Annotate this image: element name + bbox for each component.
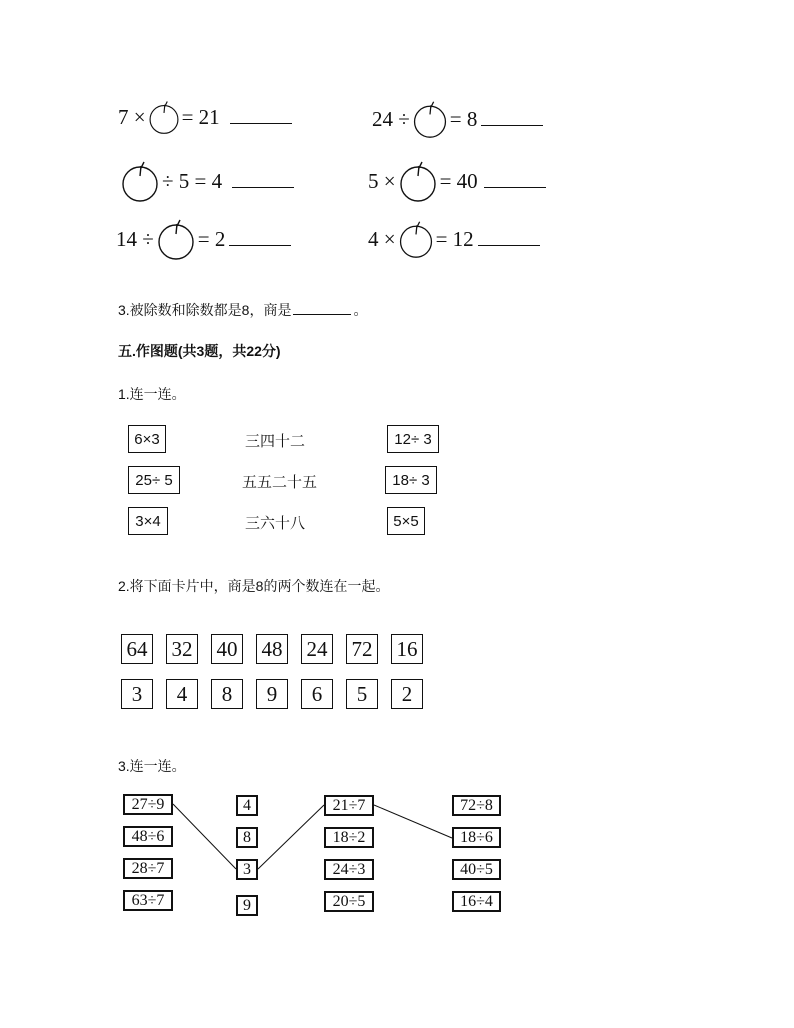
p1-left-card-1[interactable]: 6×3 — [128, 425, 166, 453]
problem-2-title: 2.将下面卡片中，商是8的两个数连在一起。 — [118, 578, 390, 594]
p3-col4-card-3[interactable]: 40÷5 — [452, 859, 501, 880]
p1-middle-word-3[interactable]: 三六十八 — [245, 515, 306, 532]
p3-col3-card-1[interactable]: 21÷7 — [324, 795, 374, 816]
p3-col1-card-2[interactable]: 48÷6 — [123, 826, 173, 847]
p1-left-card-3[interactable]: 3×4 — [128, 507, 168, 535]
p2-top-card-4[interactable]: 48 — [256, 634, 288, 664]
equation-5-left: 14 ÷ — [116, 226, 154, 251]
connector-line-3-to-21div7 — [258, 805, 324, 869]
p2-top-card-7[interactable]: 16 — [391, 634, 423, 664]
p1-middle-word-1[interactable]: 三四十二 — [245, 433, 306, 450]
p3-col2-card-3[interactable]: 3 — [236, 859, 258, 880]
p3-col3-card-4[interactable]: 20÷5 — [324, 891, 374, 912]
problem-1-title: 1.连一连。 — [118, 386, 186, 402]
p3-col2-card-1[interactable]: 4 — [236, 795, 258, 816]
p2-bottom-card-4[interactable]: 9 — [256, 679, 288, 709]
p3-col2-card-4[interactable]: 9 — [236, 895, 258, 916]
equation-4-right: = 40 — [439, 168, 478, 193]
p1-right-card-3[interactable]: 5×5 — [387, 507, 425, 535]
p2-top-card-2[interactable]: 32 — [166, 634, 198, 664]
p3-col1-card-3[interactable]: 28÷7 — [123, 858, 173, 879]
p2-top-card-1[interactable]: 64 — [121, 634, 153, 664]
question-3-text: 3.被除数和除数都是8，商是 — [118, 302, 292, 318]
section-title: 五.作图题(共3题，共22分) — [118, 343, 281, 359]
p3-col3-card-3[interactable]: 24÷3 — [324, 859, 374, 880]
p2-top-card-3[interactable]: 40 — [211, 634, 243, 664]
p3-col1-card-4[interactable]: 63÷7 — [123, 890, 173, 911]
p3-col4-card-1[interactable]: 72÷8 — [452, 795, 501, 816]
p2-bottom-card-6[interactable]: 5 — [346, 679, 378, 709]
p3-col2-card-2[interactable]: 8 — [236, 827, 258, 848]
p1-left-card-2[interactable]: 25÷ 5 — [128, 466, 180, 494]
p1-right-card-2[interactable]: 18÷ 3 — [385, 466, 437, 494]
equation-4-left: 5 × — [368, 168, 396, 193]
equation-2-right: = 8 — [449, 106, 478, 131]
connector-line-27div9-to-3 — [173, 804, 236, 869]
p2-bottom-card-5[interactable]: 6 — [301, 679, 333, 709]
p3-col1-card-1[interactable]: 27÷9 — [123, 794, 173, 815]
p2-bottom-card-3[interactable]: 8 — [211, 679, 243, 709]
question-3-end: 。 — [353, 302, 368, 318]
p2-top-card-6[interactable]: 72 — [346, 634, 378, 664]
equation-1-left: 7 × — [118, 104, 146, 129]
p3-col4-card-4[interactable]: 16÷4 — [452, 891, 501, 912]
p2-bottom-card-1[interactable]: 3 — [121, 679, 153, 709]
p3-col3-card-2[interactable]: 18÷2 — [324, 827, 374, 848]
p3-col4-card-2[interactable]: 18÷6 — [452, 827, 501, 848]
equation-6-left: 4 × — [368, 226, 396, 251]
p1-middle-word-2[interactable]: 五五二十五 — [242, 474, 318, 491]
equation-5-right: = 2 — [197, 226, 226, 251]
p2-bottom-card-2[interactable]: 4 — [166, 679, 198, 709]
equation-6-right: = 12 — [435, 226, 474, 251]
equation-3-right: ÷ 5 = 4 — [162, 168, 223, 193]
equation-1-right: = 21 — [181, 104, 220, 129]
p2-top-card-5[interactable]: 24 — [301, 634, 333, 664]
equation-2-left: 24 ÷ — [372, 106, 410, 131]
p2-bottom-card-7[interactable]: 2 — [391, 679, 423, 709]
p1-right-card-1[interactable]: 12÷ 3 — [387, 425, 439, 453]
connector-line-21div7-to-18div6 — [374, 805, 452, 838]
problem-3-title: 3.连一连。 — [118, 758, 186, 774]
